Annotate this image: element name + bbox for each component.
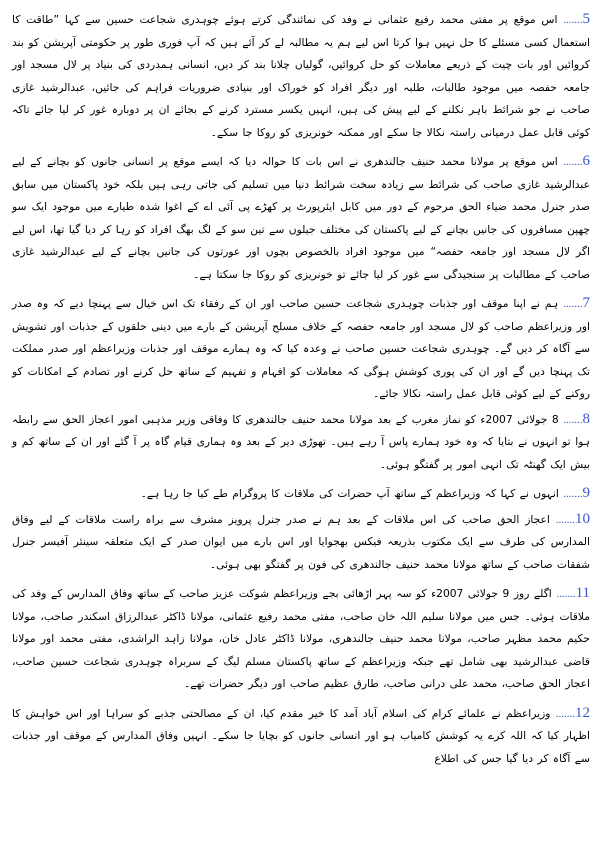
paragraph-number: 9 [582,485,590,501]
paragraph-text: اعجاز الحق صاحب کی اس ملاقات کے بعد ہم نے صدر جنرل پرویز مشرف سے براہ راست ملاقات کے لیے وفاق المدارس کی طرف سے ایک مکتوب بذریعہ فیکس بھجوایا اور اس بارے میں ایوان صدر کے ایک متعلقہ سینئر آفیسر جنرل شفقات صاحب کے ساتھ مولانا محمد حنیف جالندھری کی فون پر گفتگو بھی ہوئی۔ [12,512,590,571]
leader-dots: ....... [556,588,576,600]
paragraph-10 [12,508,590,577]
paragraph-number: 10 [575,510,590,527]
leader-dots: ....... [563,156,583,168]
leader-dots: ....... [555,513,575,526]
leader-dots: ....... [563,298,583,310]
paragraph-text: وزیراعظم نے علمائے کرام کی اسلام آباد آمد کا خیر مقدم کیا، ان کے مصالحتی جذبے کو سراہا اور اس خواہش کا اظہار کیا کہ اللہ کرے یہ کوشش کامیاب ہو اور انسانی جانوں کو بچایا جا سکے۔ انہیں وفاق المدارس کے موقف اور جذبات سے آگاہ کر دیا گیا جس کی اطلاع [12,706,590,765]
paragraph-number: 11 [575,585,591,601]
paragraph-text: 8 جولائی 2007ء کو نماز مغرب کے بعد مولانا محمد حنیف جالندھری کا وفاقی وزیر مذہبی امور اعجاز الحق سے رابطہ ہوا تو انہوں نے بتایا کہ وہ خود ہمارے پاس آ رہے ہیں۔ تھوڑی دیر کے بعد وہ ہماری قیام گاہ پر آ گئے اور ان کے ساتھ کم و بیش ایک گھنٹہ تک انہی امور پر گفتگو ہوئی۔ [12,412,590,471]
paragraph-5 [12,8,590,144]
leader-dots: ....... [563,488,583,500]
paragraph-9 [12,482,590,506]
paragraph-number: 8 [582,410,590,427]
paragraph-8 [12,408,590,477]
paragraph-number: 7 [582,295,590,311]
paragraph-text: ہم نے اپنا موقف اور جذبات چوہدری شجاعت حسین صاحب اور ان کے رفقاء تک اس خیال سے پہنچا دیے کہ وہ صدر اور وزیراعظم صاحب کو لال مسجد اور جامعہ حفصہ کے خلاف مسلح آپریشن کے بارے میں دینی حلقوں کے جذبات اور تشویش سے آگاہ کر دیں گے۔ چوہدری شجاعت حسین صاحب نے وعدہ کیا کہ وہ ہمارے موقف اور جذبات وزیراعظم اور صدر مملکت تک پہنچا دیں گے اور ان کی پوری کوشش ہوگی کہ معاملات کو افہام و تفہیم کے ساتھ حل کرنے اور تصادم کے امکانات کو روکنے کے لیے کوئی قابل عمل راستہ نکالا جائے۔ [12,297,590,400]
paragraph-6 [12,150,590,286]
paragraph-text: اس موقع پر مفتی محمد رفیع عثمانی نے وفد کی نمائندگی کرتے ہوئے چوہدری شجاعت حسین سے کہا ”طاقت کا استعمال کسی مسئلے کا حل نہیں ہوا کرتا اس لیے ہم یہ مطالبہ لے کر آئے ہیں کہ آپ فوری طور پر حکومتی آپریشن کو بند کروائیں اور بات چیت کے ذریعے معاملات کو حل کروائیں، گولیاں چلانا بند کر دیں، انسانی ہمدردی کی بنیاد پر لال مسجد اور جامعہ حفصہ میں موجود طالبات، طلبہ اور دیگر افراد کو خوراک اور بنیادی ضروریات فراہم کی جائیں، عبدالرشید غازی صاحب نے جو شرائط باہر نکلنے کے لیے پیش کی ہیں، انہیں یکسر مسترد کرنے کے بجائے ان پر دوبارہ غور کر لیا جائے تاکہ کوئی قابل عمل درمیانی راستہ نکالا جا سکے اور ممکنہ خونریزی کو روکا جا سکے۔ [12,13,590,139]
paragraph-text: اگلے روز 9 جولائی 2007ء کو سہ پہر اڑھائی بجے وزیراعظم شوکت عزیز صاحب کے ساتھ وفاق المدارس کے وفد کی ملاقات ہوئی۔ جس میں مولانا سلیم اللہ خان صاحب، مفتی محمد رفیع عثمانی، مولانا ڈاکٹر عبدالرزاق اسکندر صاحب، مولانا حکیم محمد مظہر صاحب، مولانا محمد حنیف جالندھری، مولانا ڈاکٹر عادل خان، مولانا زاہد الراشدی، مفتی محمد اور مولانا قاضی عبدالرشید بھی شامل تھے جبکہ وزیراعظم کے ساتھ پاکستان مسلم لیگ کے سربراہ چوہدری شجاعت حسین صاحب، اعجاز الحق صاحب، محمد علی درانی صاحب، طارق عظیم صاحب اور دیگر حضرات تھے۔ [12,587,590,690]
paragraph-12 [12,702,590,771]
paragraph-number: 12 [575,704,591,721]
paragraph-number: 5 [582,11,590,27]
leader-dots: ....... [563,14,583,26]
leader-dots: ....... [563,413,583,426]
leader-dots: ....... [555,707,576,720]
paragraph-11 [12,582,590,696]
paragraph-7 [12,292,590,406]
paragraph-text: اس موقع پر مولانا محمد حنیف جالندھری نے اس بات کا حوالہ دیا کہ ایسے موقع پر انسانی جانوں کو بچانے کے لیے عبدالرشید غازی صاحب کی شرائط سے زیادہ سخت شرائط دنیا میں تسلیم کی جاتی رہی ہیں بلکہ خود پاکستان میں سابق صدر جنرل محمد ضیاء الحق مرحوم کے دور میں کابل ایئرپورٹ پر کھڑے پی آئی اے کے اغوا شدہ طیارے میں موجود ایک سو چھپن مسافروں کی جانیں بچانے کے لیے پاکستان کی مختلف جیلوں سے تین سو کے لگ بھگ افراد کو رہا کر دیا گیا تھا، اس لیے اگر لال مسجد اور جامعہ حفصہ“ میں موجود افراد بالخصوص بچوں اور عورتوں کی جانیں بچانے کے لیے عبدالرشید غازی صاحب کے مطالبات پر سنجیدگی سے غور کر لیا جائے تو خونریزی کو روکا جا سکتا ہے۔ [12,155,590,281]
paragraph-number: 6 [582,153,590,169]
paragraph-text: انہوں نے کہا کہ وزیراعظم کے ساتھ آپ حضرات کی ملاقات کا پروگرام طے کیا جا رہا ہے۔ [140,487,559,500]
